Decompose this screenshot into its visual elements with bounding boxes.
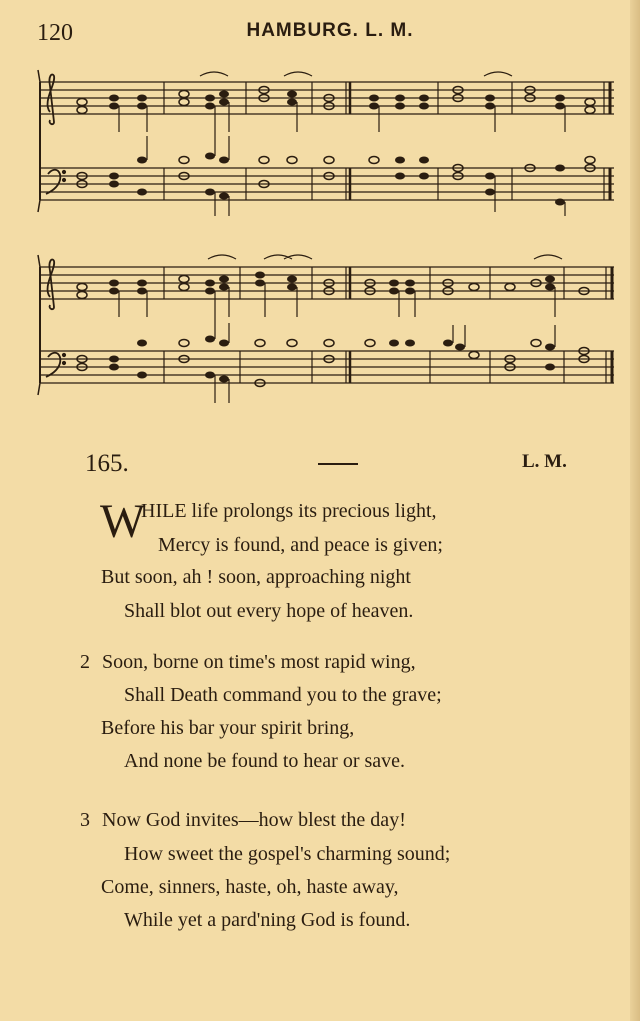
music-score-system-2 <box>34 245 618 410</box>
stanza-3-line-1: Now God invites—how blest the day! <box>102 809 406 831</box>
stanza-3-line-2: How sweet the gospel's charming sound; <box>124 843 451 865</box>
stanza-2-line-2: Shall Death command you to the grave; <box>124 684 442 706</box>
stanza-1-line-1: HILE life prolongs its precious light, <box>141 500 437 522</box>
music-score-system-1 <box>34 62 618 222</box>
music-system-2 <box>34 245 618 410</box>
stanza-3-line-4: While yet a pard'ning God is found. <box>124 909 411 931</box>
stanza-1-line-4: Shall blot out every hope of heaven. <box>124 600 414 622</box>
page-edge <box>630 0 640 1021</box>
stanza-2-line-3: Before his bar your spirit bring, <box>101 717 355 739</box>
stanza-1-line-3: But soon, ah ! soon, approaching night <box>101 566 411 588</box>
hymn-separator <box>318 463 358 465</box>
music-system-1 <box>34 62 618 222</box>
stanza-1-line-2: Mercy is found, and peace is given; <box>158 534 443 556</box>
hymn-number: 165. <box>85 450 129 477</box>
stanza-2-number: 2 <box>80 651 90 673</box>
tune-title: HAMBURG. L. M. <box>246 20 414 41</box>
hymn-meter: L. M. <box>522 451 567 472</box>
page-number: 120 <box>37 20 73 46</box>
stanza-3-number: 3 <box>80 809 90 831</box>
stanza-3-line-3: Come, sinners, haste, oh, haste away, <box>101 876 399 898</box>
stanza-2-line-1: Soon, borne on time's most rapid wing, <box>102 651 416 673</box>
drop-cap: W <box>100 495 146 548</box>
stanza-2-line-4: And none be found to hear or save. <box>124 750 406 772</box>
